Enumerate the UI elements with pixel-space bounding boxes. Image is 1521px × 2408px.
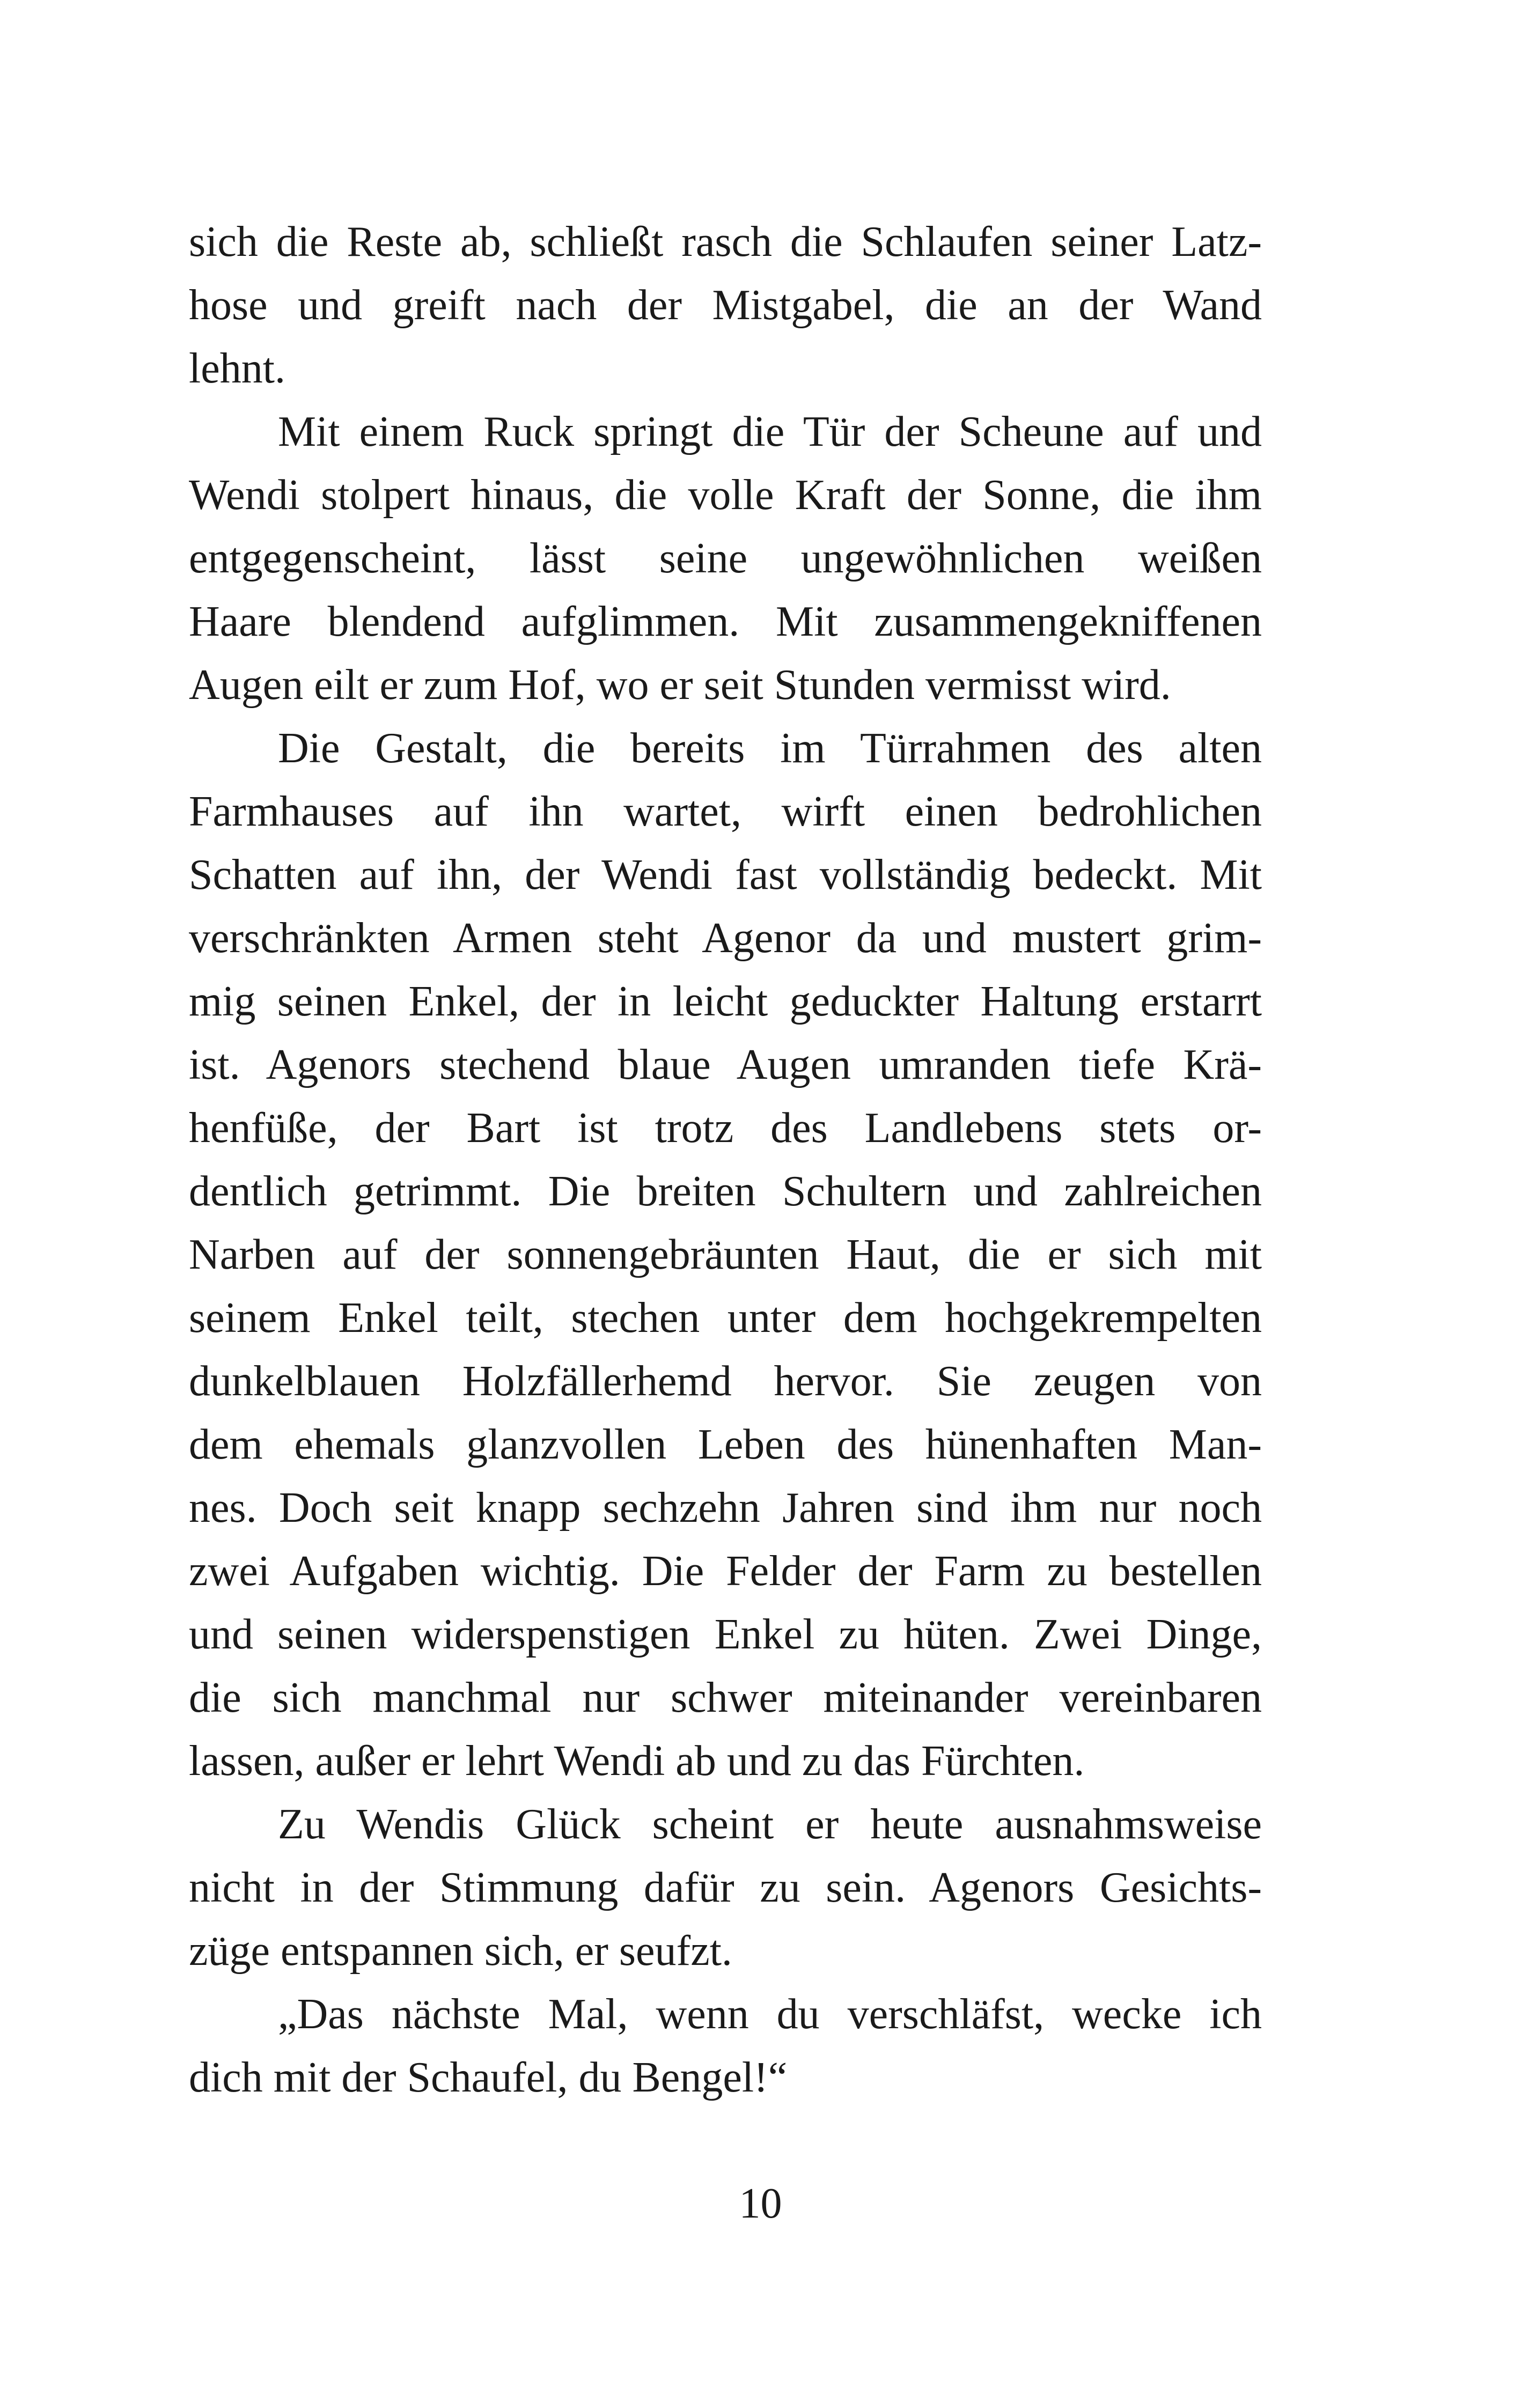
text-line: mig seinen Enkel, der in leicht geduckter Haltung erstarrt [189, 978, 1262, 1025]
text-line: und seinen widerspenstigen Enkel zu hüten. Zwei Dinge, [189, 1611, 1262, 1658]
text-line: „Das nächste Mal, wenn du verschläfst, wecke ich [278, 1991, 1262, 2038]
text-line: entgegenscheint, lässt seine ungewöhnlichen weißen [189, 535, 1262, 582]
page-number: 10 [739, 2180, 782, 2227]
text-line: dem ehemals glanzvollen Leben des hünenhaften Man- [189, 1421, 1262, 1468]
text-line: dunkelblauen Holzfällerhemd hervor. Sie zeugen von [189, 1358, 1262, 1405]
text-line: nes. Doch seit knapp sechzehn Jahren sind ihm nur noch [189, 1484, 1262, 1531]
text-line: Narben auf der sonnengebräunten Haut, die er sich mit [189, 1231, 1262, 1278]
text-line: Wendi stolpert hinaus, die volle Kraft der Sonne, die ihm [189, 472, 1262, 519]
text-line: Farmhauses auf ihn wartet, wirft einen bedrohlichen [189, 788, 1262, 835]
text-line: Die Gestalt, die bereits im Türrahmen des alten [278, 725, 1262, 772]
text-line: Augen eilt er zum Hof, wo er seit Stunden vermisst wird. [189, 661, 1171, 709]
text-line: Mit einem Ruck springt die Tür der Scheune auf und [278, 408, 1262, 455]
text-line: zwei Aufgaben wichtig. Die Felder der Farm zu bestellen [189, 1548, 1262, 1595]
text-line: dich mit der Schaufel, du Bengel!“ [189, 2054, 788, 2101]
text-line: ist. Agenors stechend blaue Augen umranden tiefe Krä- [189, 1041, 1262, 1088]
text-line: Zu Wendis Glück scheint er heute ausnahmsweise [278, 1801, 1262, 1848]
text-line: die sich manchmal nur schwer miteinander vereinbaren [189, 1674, 1262, 1721]
text-line: verschränkten Armen steht Agenor da und mustert grim- [189, 915, 1262, 962]
text-line: Schatten auf ihn, der Wendi fast vollständig bedeckt. Mit [189, 851, 1262, 899]
text-line: nicht in der Stimmung dafür zu sein. Agenors Gesichts- [189, 1864, 1262, 1911]
text-line: seinem Enkel teilt, stechen unter dem hochgekrempelten [189, 1294, 1262, 1342]
text-line: sich die Reste ab, schließt rasch die Schlaufen seiner Latz- [189, 218, 1262, 266]
text-line: henfüße, der Bart ist trotz des Landlebens stets or- [189, 1104, 1262, 1152]
text-line: dentlich getrimmt. Die breiten Schultern und zahlreichen [189, 1168, 1262, 1215]
body-text [189, 210, 1262, 2109]
text-line: hose und greift nach der Mistgabel, die an der Wand [189, 282, 1262, 329]
text-line: züge entspannen sich, er seufzt. [189, 1927, 732, 1975]
text-line: lehnt. [189, 345, 285, 392]
text-line: Haare blendend aufglimmen. Mit zusammengekniffenen [189, 598, 1262, 645]
text-line: lassen, außer er lehrt Wendi ab und zu das Fürchten. [189, 1737, 1085, 1785]
